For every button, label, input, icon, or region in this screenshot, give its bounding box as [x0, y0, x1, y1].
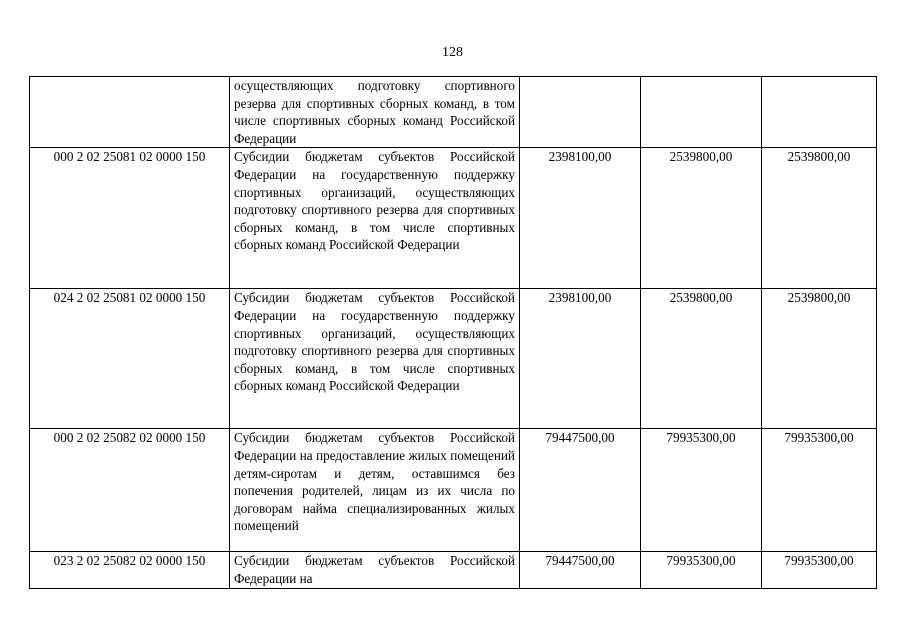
revenue-code-cell: [30, 77, 230, 148]
amount-year-3-cell: 2539800,00: [762, 289, 877, 429]
amount-year-1-cell: 79447500,00: [520, 552, 641, 588]
revenue-code-cell: 000 2 02 25081 02 0000 150: [30, 148, 230, 289]
amount-year-2-cell: 79935300,00: [641, 552, 762, 588]
amount-year-1-cell: 2398100,00: [520, 148, 641, 289]
amount-year-2-cell: 2539800,00: [641, 148, 762, 289]
amount-year-3-cell: 2539800,00: [762, 148, 877, 289]
table-row: [30, 148, 877, 289]
table-row: [30, 552, 877, 588]
page-number: 128: [442, 45, 463, 60]
revenue-code-cell: 000 2 02 25082 02 0000 150: [30, 429, 230, 552]
amount-year-2-cell: 79935300,00: [641, 429, 762, 552]
revenue-name-cell: Субсидии бюджетам субъектов Российской Федерации на предоставление жилых помещений детям-сиротам и детям, оставшимся без попечения родителей, лицам из их числа по договорам найма специализированных жилых помещений: [230, 429, 520, 552]
revenue-name-cell: осуществляющих подготовку спортивного резерва для спортивных сборных команд, в том числе спортивных сборных команд Российской Федерации: [230, 77, 520, 148]
amount-year-1-cell: 2398100,00: [520, 289, 641, 429]
revenue-code-cell: 023 2 02 25082 02 0000 150: [30, 552, 230, 588]
revenue-name-cell: Субсидии бюджетам субъектов Российской Федерации на государственную поддержку спортивных организаций, осуществляющих подготовку спортивного резерва для спортивных сборных команд, в том числе спортивных сборных команд Российской Федерации: [230, 289, 520, 429]
amount-year-2-cell: [641, 77, 762, 148]
amount-year-1-cell: [520, 77, 641, 148]
amount-year-3-cell: [762, 77, 877, 148]
amount-year-2-cell: 2539800,00: [641, 289, 762, 429]
table-row: [30, 429, 877, 552]
table-row: [30, 289, 877, 429]
amount-year-3-cell: 79935300,00: [762, 552, 877, 588]
table-row: [30, 77, 877, 148]
revenue-code-cell: 024 2 02 25081 02 0000 150: [30, 289, 230, 429]
revenue-name-cell: Субсидии бюджетам субъектов Российской Федерации на государственную поддержку спортивных организаций, осуществляющих подготовку спортивного резерва для спортивных сборных команд, в том числе спортивных сборных команд Российской Федерации: [230, 148, 520, 289]
revenue-name-cell: Субсидии бюджетам субъектов Российской Федерации на: [230, 552, 520, 588]
amount-year-1-cell: 79447500,00: [520, 429, 641, 552]
amount-year-3-cell: 79935300,00: [762, 429, 877, 552]
budget-revenue-table: [29, 76, 877, 589]
